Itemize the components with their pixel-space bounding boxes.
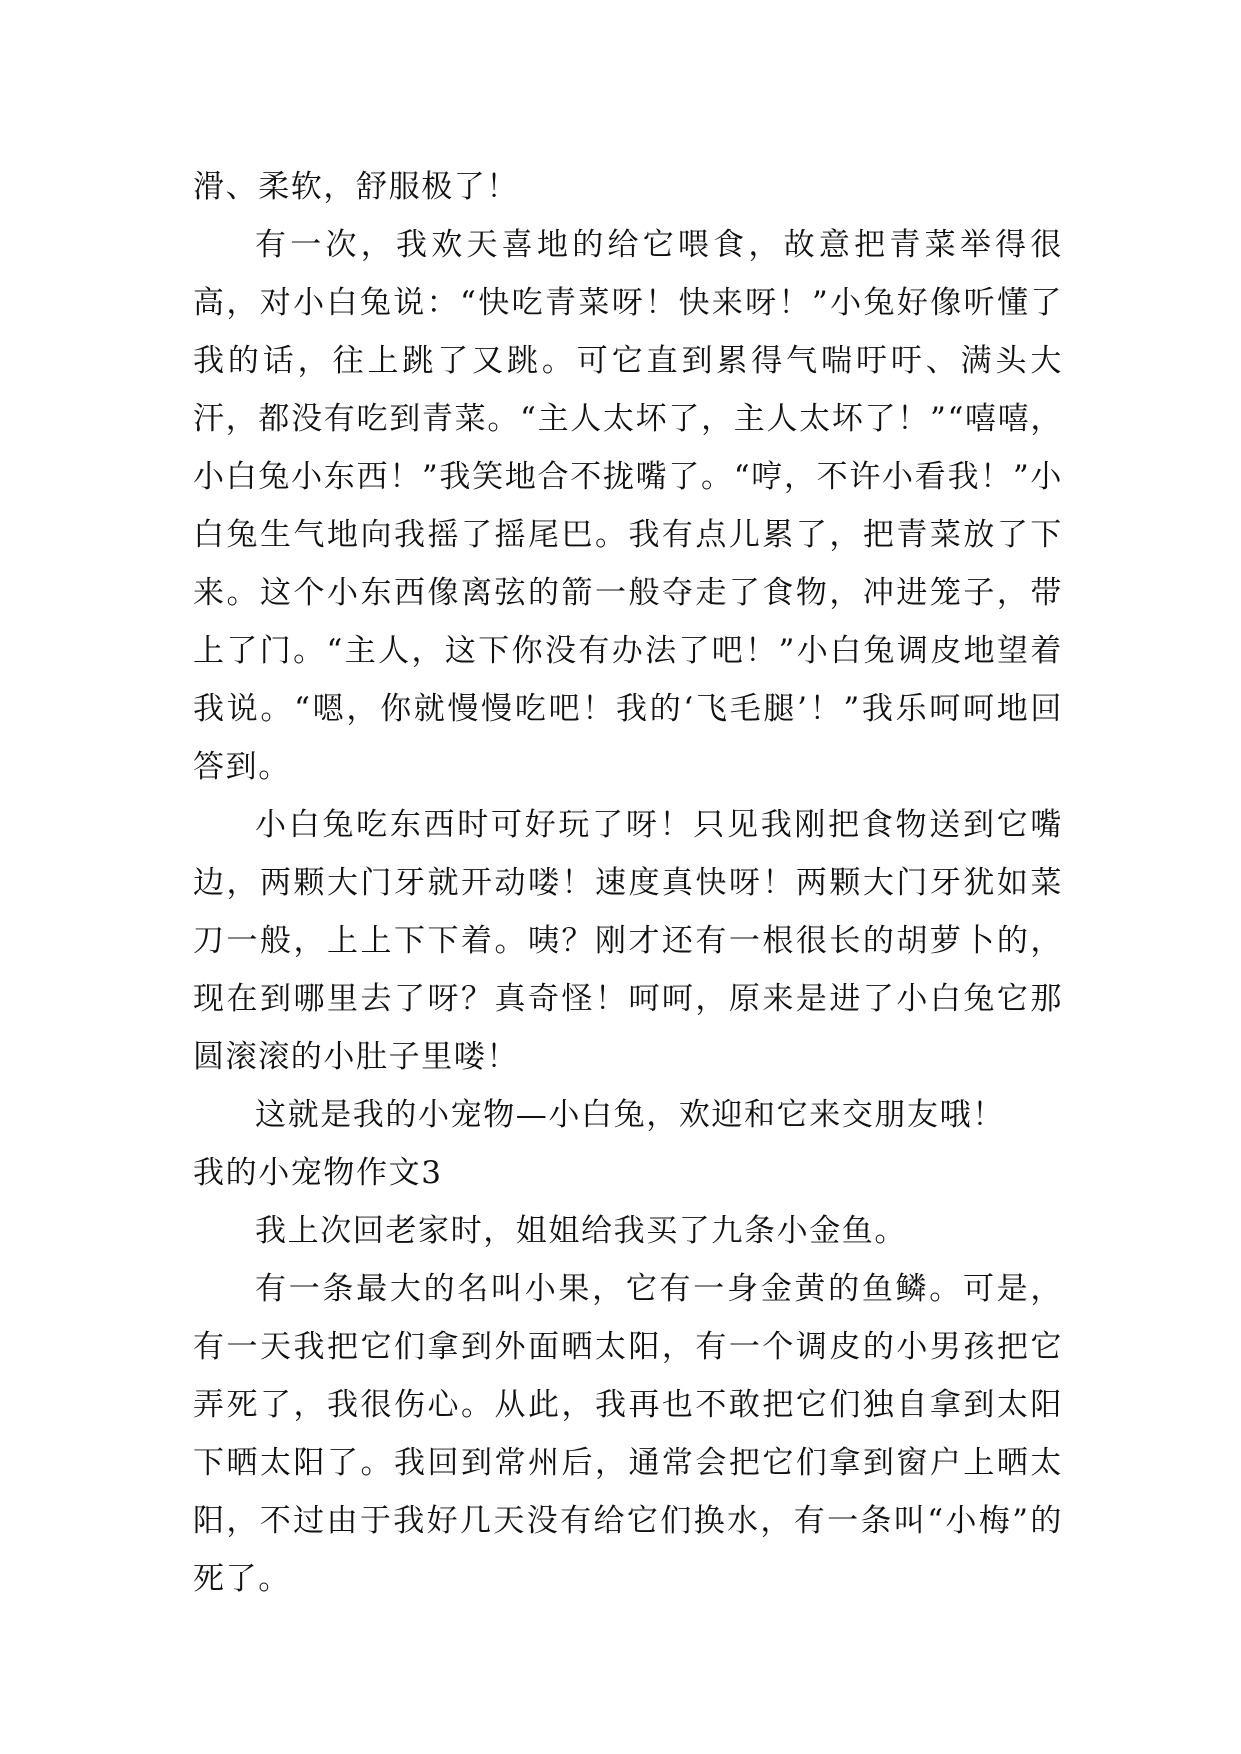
paragraph-closing: 这就是我的小宠物—小白兔，欢迎和它来交朋友哦！ [255,1097,1005,1133]
document-body [193,158,1063,1608]
paragraph-goldfish-story: 有一条最大的名叫小果，它有一身金黄的鱼鳞。可是，有一天我把它们拿到外面晒太阳，有一个调皮的小男孩把它弄死了，我很伤心。从此，我再也不敢把它们独自拿到太阳下晒太阳了。我回到常州后，通常会把它们拿到窗户上晒太阳，不过由于我好几天没有给它们换水，有一条叫“小梅”的死了。 [193,1271,1063,1597]
paragraph-goldfish-intro: 我上次回老家时，姐姐给我买了九条小金鱼。 [255,1213,907,1249]
section-heading: 我的小宠物作文3 [193,1155,443,1191]
paragraph-feeding-story: 有一次，我欢天喜地的给它喂食，故意把青菜举得很高，对小白兔说：“快吃青菜呀！快来呀！”小兔好像听懂了我的话，往上跳了又跳。可它直到累得气喘吁吁、满头大汗，都没有吃到青菜。“主人太坏了，主人太坏了！”“嘻嘻，小白兔小东西！”我笑地合不拢嘴了。“哼，不许小看我！”小白兔生气地向我摇了摇尾巴。我有点儿累了，把青菜放了下来。这个小东西像离弦的箭一般夺走了食物，冲进笼子，带上了门。“主人，这下你没有办法了吧！”小白兔调皮地望着我说。“嗯，你就慢慢吃吧！我的‘飞毛腿’！”我乐呵呵地回答到。 [193,227,1063,785]
paragraph-continuation: 滑、柔软，舒服极了！ [193,169,519,205]
paragraph-eating: 小白兔吃东西时可好玩了呀！只见我刚把食物送到它嘴边，两颗大门牙就开动喽！速度真快呀！两颗大门牙犹如菜刀一般，上上下下着。咦？刚才还有一根很长的胡萝卜的，现在到哪里去了呀？真奇怪！呵呵，原来是进了小白兔它那圆滚滚的小肚子里喽！ [193,807,1063,1075]
